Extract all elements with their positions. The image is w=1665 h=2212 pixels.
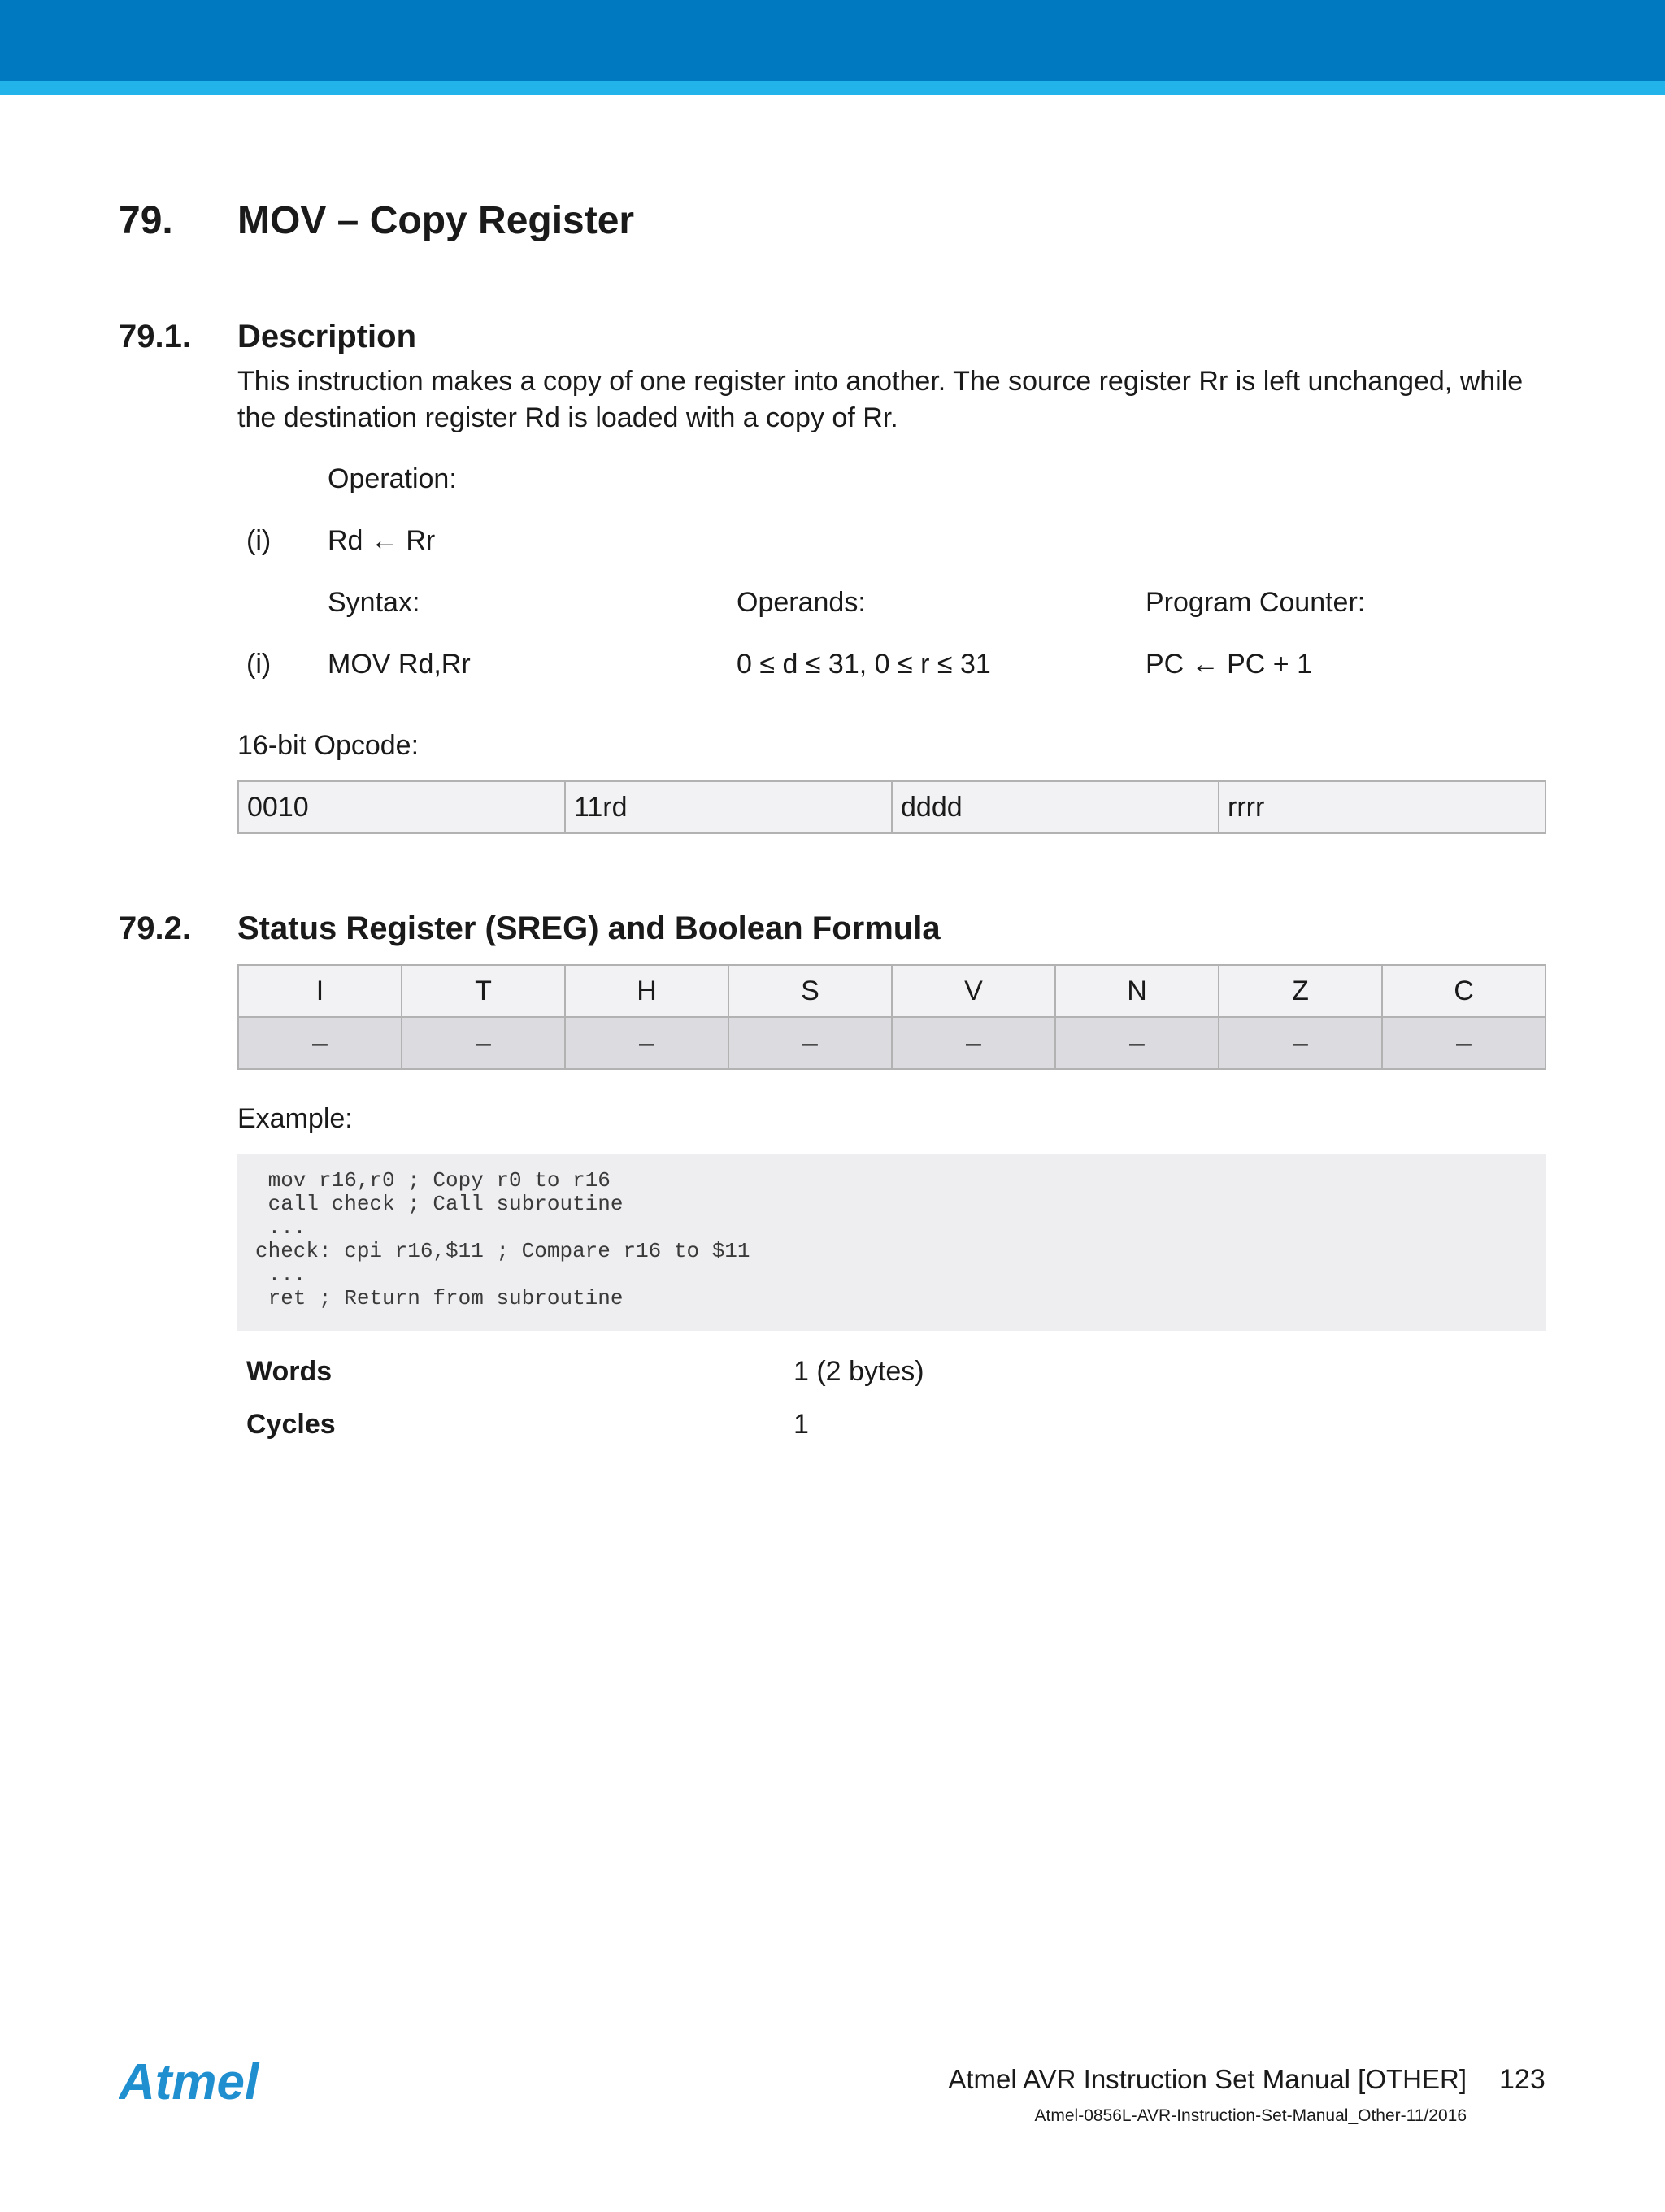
- atmel-logo: [119, 2053, 281, 2110]
- program-counter-label: Program Counter:: [1146, 587, 1366, 618]
- description-text: This instruction makes a copy of one register into another. The source register Rr is left unchanged, while the destination register Rd is loaded with a copy of Rr.: [237, 366, 1524, 433]
- description-heading: Description: [237, 319, 417, 354]
- opcode-cell: dddd: [892, 781, 1219, 833]
- sreg-value: –: [238, 1017, 402, 1069]
- status-heading: Status Register (SREG) and Boolean Formula: [237, 910, 941, 946]
- opcode-table: [237, 780, 1546, 834]
- sreg-value: –: [565, 1017, 728, 1069]
- code-text: mov r16,r0 ; Copy r0 to r16 call check ; Call subroutine ... check: cpi r16,$11 ; Compare r16 to $11 ... ret ; Return from subroutine: [255, 1168, 750, 1310]
- opcode-cell: rrrr: [1219, 781, 1545, 833]
- sreg-flag: V: [892, 965, 1055, 1017]
- sreg-flag: I: [238, 965, 402, 1017]
- operands-value: 0 ≤ d ≤ 31, 0 ≤ r ≤ 31: [737, 649, 991, 680]
- operation-label: Operation:: [328, 463, 457, 494]
- operation-value: Rd ← Rr: [328, 525, 436, 556]
- sreg-value: –: [1219, 1017, 1382, 1069]
- sreg-flag: N: [1055, 965, 1219, 1017]
- syntax-label: Syntax:: [328, 587, 420, 618]
- sreg-value: –: [1382, 1017, 1545, 1069]
- cycles-value: 1: [793, 1409, 809, 1440]
- operands-label: Operands:: [737, 587, 866, 618]
- footer-doc-id: Atmel-0856L-AVR-Instruction-Set-Manual_Other-11/2016: [1034, 2106, 1467, 2125]
- sreg-table: [237, 964, 1546, 1070]
- syntax-value: MOV Rd,Rr: [328, 649, 471, 680]
- header-stripe: [0, 81, 1665, 95]
- sreg-value: –: [1055, 1017, 1219, 1069]
- status-number: 79.2.: [119, 910, 191, 946]
- sreg-flag: T: [402, 965, 565, 1017]
- operation-index: (i): [246, 525, 272, 556]
- sreg-flag: H: [565, 965, 728, 1017]
- syntax-index: (i): [246, 649, 272, 680]
- sreg-flag: S: [728, 965, 892, 1017]
- footer-title: Atmel AVR Instruction Set Manual [OTHER]: [948, 2064, 1467, 2094]
- sreg-value: –: [892, 1017, 1055, 1069]
- program-counter-value: PC ← PC + 1: [1146, 649, 1313, 680]
- description-number: 79.1.: [119, 319, 191, 354]
- opcode-cell: 0010: [238, 781, 565, 833]
- sreg-flag: C: [1382, 965, 1545, 1017]
- sreg-value: –: [402, 1017, 565, 1069]
- atmel-logo-text: Atmel: [119, 2054, 259, 2110]
- example-label: Example:: [237, 1103, 353, 1134]
- sreg-flag: Z: [1219, 965, 1382, 1017]
- words-value: 1 (2 bytes): [793, 1356, 924, 1387]
- opcode-label: 16-bit Opcode:: [237, 730, 420, 761]
- words-label: Words: [246, 1356, 333, 1387]
- page-number: 123: [1499, 2064, 1545, 2095]
- header-bar: [0, 0, 1665, 81]
- opcode-cell: 11rd: [565, 781, 892, 833]
- sreg-value: –: [728, 1017, 892, 1069]
- section-title: MOV – Copy Register: [237, 199, 635, 242]
- section-number: 79.: [119, 199, 173, 242]
- cycles-label: Cycles: [246, 1409, 336, 1440]
- code-block: [237, 1154, 1546, 1331]
